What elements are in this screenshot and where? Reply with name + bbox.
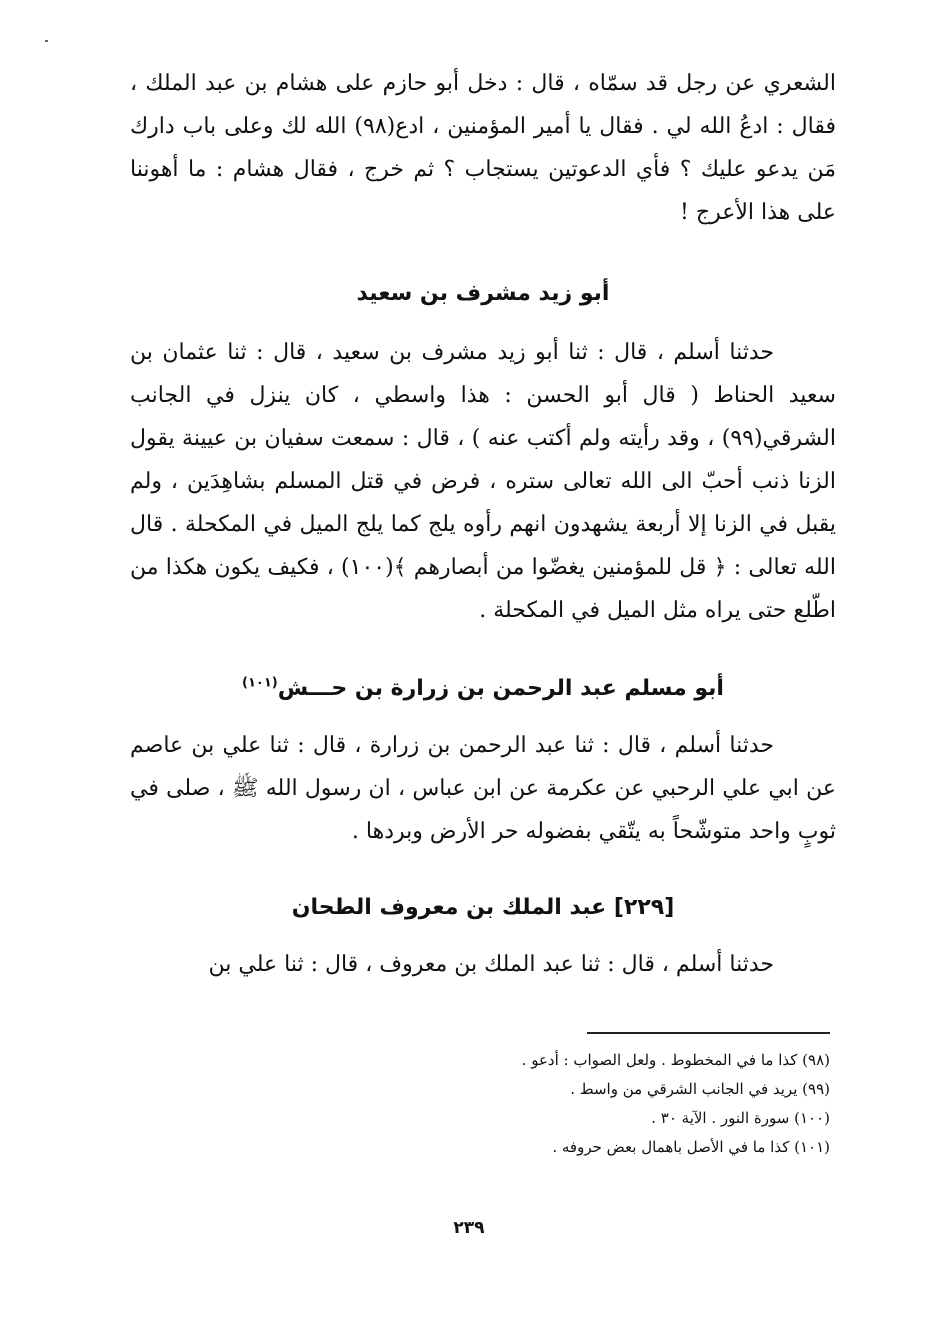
scan-speck bbox=[45, 40, 48, 42]
heading-abu-muslim bbox=[130, 674, 836, 704]
footnotes bbox=[310, 1046, 830, 1162]
footnote-98: (٩٨) كذا ما في المخطوط . ولعل الصواب : أدعو . bbox=[521, 1051, 830, 1069]
paragraph-continued: الشعري عن رجل قد سمّاه ، قال : دخل أبو حازم على هشام بن عبد الملك ، فقال : ادعُ الله لي . فقال يا أمير المؤمنين ، ادع(٩٨) الله لك وعلى باب دارك مَن يدعو عليك ؟ فأي الدعوتين يستجاب ؟ ثم خرج ، فقال هشام : ما أهوننا على هذا الأعرج ! bbox=[130, 71, 836, 225]
heading-footnote-ref: (١٠١) bbox=[242, 675, 278, 691]
footnote-100: (١٠٠) سورة النور . الآية ٣٠ . bbox=[651, 1109, 830, 1127]
heading-abu-muslim-text: أبو مسلم عبد الرحمن بن زرارة بن حـــش bbox=[277, 676, 724, 701]
heading-abd-al-malik: [٢٢٩] عبد الملك بن معروف الطحان bbox=[291, 895, 675, 920]
page-body bbox=[130, 62, 836, 986]
paragraph-abd-al-malik: حدثنا أسلم ، قال : ثنا عبد الملك بن معروف ، قال : ثنا علي بن bbox=[208, 952, 774, 977]
footnote-divider bbox=[587, 1032, 830, 1034]
page-number: ٢٣٩ bbox=[453, 1218, 485, 1238]
paragraph-abu-zayd: حدثنا أسلم ، قال : ثنا أبو زيد مشرف بن سعيد ، قال : ثنا عثمان بن سعيد الحناط ( قال أبو الحسن : هذا واسطي ، كان ينزل في الجانب الشرقي(٩٩) ، وقد رأيته ولم أكتب عنه ) ، قال : سمعت سفيان بن عيينة يقول الزنا ذنب أحبّ الى الله تعالى ستره ، فرض في قتل المسلم بشاهِدَين ، ولم يقبل في الزنا إلا أربعة يشهدون انهم رأوه يلج كما يلج الميل في المكحلة . قال الله تعالى : ﴿ قل للمؤمنين يغضّوا من أبصارهم ﴾(١٠٠) ، فكيف يكون هكذا من اطّلع حتى يراه مثل الميل في المكحلة . bbox=[130, 340, 836, 623]
heading-abu-zayd: أبو زيد مشرف بن سعيد bbox=[356, 281, 610, 306]
paragraph-abu-muslim: حدثنا أسلم ، قال : ثنا عبد الرحمن بن زرارة ، قال : ثنا علي بن عاصم عن ابي علي الرحبي عن عكرمة عن ابن عباس ، ان رسول الله ﷺ ، صلى في ثوبٍ واحد متوشّحاً به يتّقي بفضوله حر الأرض وبردها . bbox=[130, 733, 836, 844]
footnote-101: (١٠١) كذا ما في الأصل باهمال بعض حروفه . bbox=[552, 1138, 830, 1156]
footnote-99: (٩٩) يريد في الجانب الشرقي من واسط . bbox=[570, 1080, 830, 1098]
